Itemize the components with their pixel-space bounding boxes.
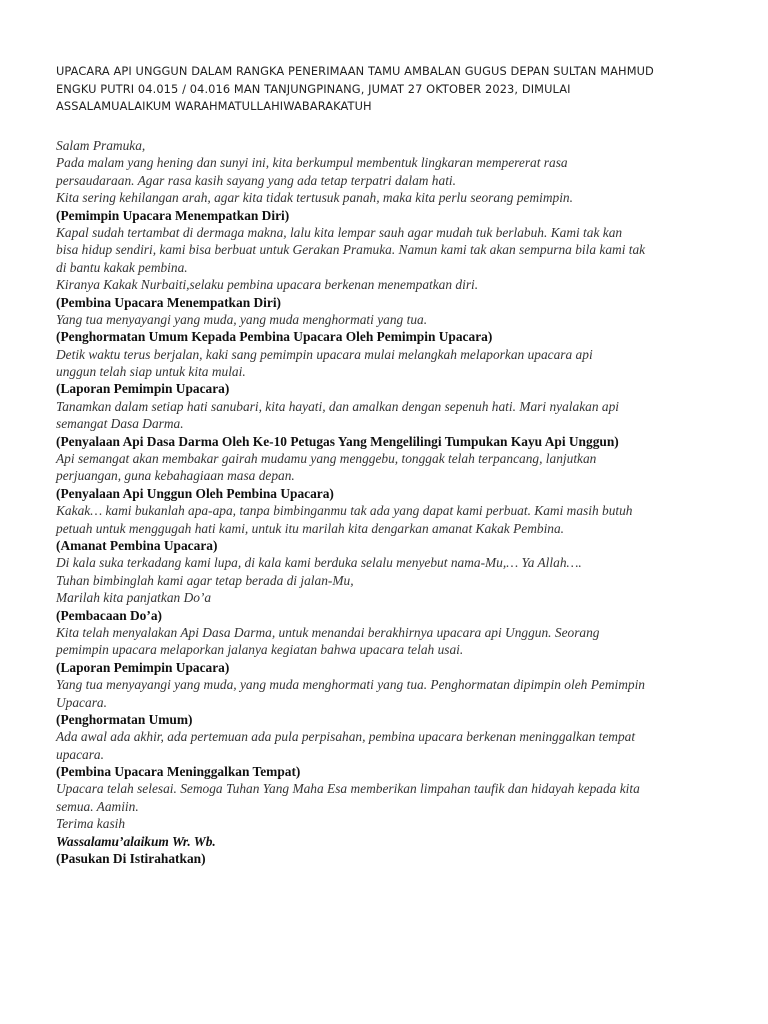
stage-direction: (Penghormatan Umum Kepada Pembina Upacara Oleh Pemimpin Upacara) [56, 329, 493, 345]
narration-line: Yang tua menyayangi yang muda, yang muda menghormati yang tua. [56, 311, 428, 327]
stage-direction: (Pasukan Di Istirahatkan) [56, 851, 206, 867]
closing-salutation: Wassalamu’alaikum Wr. Wb. [56, 833, 216, 849]
narration-line: Tuhan bimbinglah kami agar tetap berada di jalan-Mu, [56, 572, 354, 588]
narration-line: upacara. [56, 746, 104, 762]
stage-direction: (Penyalaan Api Unggun Oleh Pembina Upacara) [56, 485, 334, 501]
narration-line: Kakak… kami bukanlah apa-apa, tanpa bimbinganmu tak ada yang dapat kami perbuat. Kami masih butuh [56, 503, 633, 519]
greeting-line: Salam Pramuka, [56, 138, 146, 153]
narration-line: persaudaraan. Agar rasa kasih sayang yang ada tetap terpatri dalam hati. [56, 172, 456, 188]
stage-direction: (Pembina Upacara Meninggalkan Tempat) [56, 764, 301, 780]
narration-line: Kiranya Kakak Nurbaiti,selaku pembina upacara berkenan menempatkan diri. [56, 277, 479, 293]
narration-line: Kita telah menyalakan Api Dasa Darma, untuk menandai berakhirnya upacara api Unggun. Seorang [56, 624, 600, 640]
narration-line: unggun telah siap untuk kita mulai. [56, 364, 246, 380]
narration-line: perjuangan, guna kebahagiaan masa depan. [56, 468, 295, 484]
title-line: UPACARA API UNGGUN DALAM RANGKA PENERIMAAN TAMU AMBALAN GUGUS DEPAN SULTAN MAHMUD [56, 64, 654, 78]
closing-thanks: Terima kasih [56, 816, 126, 832]
title-line: ASSALAMUALAIKUM WARAHMATULLAHIWABARAKATUH [56, 99, 372, 113]
narration-line: Yang tua menyayangi yang muda, yang muda menghormati yang tua. Penghormatan dipimpin oleh Pemimpin [56, 677, 646, 693]
narration-line: Ada awal ada akhir, ada pertemuan ada pula perpisahan, pembina upacara berkenan meninggalkan tempat [56, 729, 636, 745]
narration-line: semangat Dasa Darma. [56, 416, 184, 432]
narration-line: Kita sering kehilangan arah, agar kita tidak tertusuk panah, maka kita perlu seorang pemimpin. [56, 190, 573, 206]
narration-line: di bantu kakak pembina. [56, 259, 188, 275]
narration-line: Kapal sudah tertambat di dermaga makna, lalu kita lempar sauh agar mudah tuk berlabuh. Kami tak kan [56, 224, 623, 240]
document-title [56, 63, 736, 116]
document-body [56, 137, 736, 867]
narration-line: Api semangat akan membakar gairah mudamu yang menggebu, tonggak telah terpancang, lanjutkan [56, 451, 597, 467]
narration-line: Pada malam yang hening dan sunyi ini, kita berkumpul membentuk lingkaran mempererat rasa [56, 155, 568, 171]
stage-direction: (Pembina Upacara Menempatkan Diri) [56, 294, 282, 310]
title-line: ENGKU PUTRI 04.015 / 04.016 MAN TANJUNGPINANG, JUMAT 27 OKTOBER 2023, DIMULAI [56, 81, 571, 96]
narration-line: Marilah kita panjatkan Do’a [56, 590, 212, 606]
narration-line: pemimpin upacara melaporkan jalanya kegiatan bahwa upacara telah usai. [56, 642, 464, 658]
stage-direction: (Amanat Pembina Upacara) [56, 537, 218, 553]
narration-line: Upacara telah selesai. Semoga Tuhan Yang Maha Esa memberikan limpahan taufik dan hidayah kepada kita [56, 781, 640, 797]
narration-line: Upacara. [56, 694, 107, 710]
narration-line: Detik waktu terus berjalan, kaki sang pemimpin upacara mulai melangkah melaporkan upacara api [56, 346, 593, 362]
narration-line: Tanamkan dalam setiap hati sanubari, kita hayati, dan amalkan dengan sepenuh hati. Mari nyalakan api [56, 398, 619, 414]
stage-direction: (Pemimpin Upacara Menempatkan Diri) [56, 207, 290, 223]
narration-line: semua. Aamiin. [56, 798, 139, 814]
stage-direction: (Pembacaan Do’a) [56, 607, 162, 623]
narration-line: bisa hidup sendiri, kami bisa berbuat untuk Gerakan Pramuka. Namun kami tak akan sempurna bila kami tak [56, 242, 646, 258]
stage-direction: (Penghormatan Umum) [56, 711, 193, 727]
stage-direction: (Laporan Pemimpin Upacara) [56, 381, 230, 397]
stage-direction: (Laporan Pemimpin Upacara) [56, 659, 230, 675]
stage-direction: (Penyalaan Api Dasa Darma Oleh Ke-10 Petugas Yang Mengelilingi Tumpukan Kayu Api Unggun) [56, 433, 619, 449]
narration-line: Di kala suka terkadang kami lupa, di kala kami berduka selalu menyebut nama-Mu,… Ya Allah…. [56, 555, 582, 571]
narration-line: petuah untuk menggugah hati kami, untuk itu marilah kita dengarkan amanat Kakak Pembina. [56, 520, 565, 536]
